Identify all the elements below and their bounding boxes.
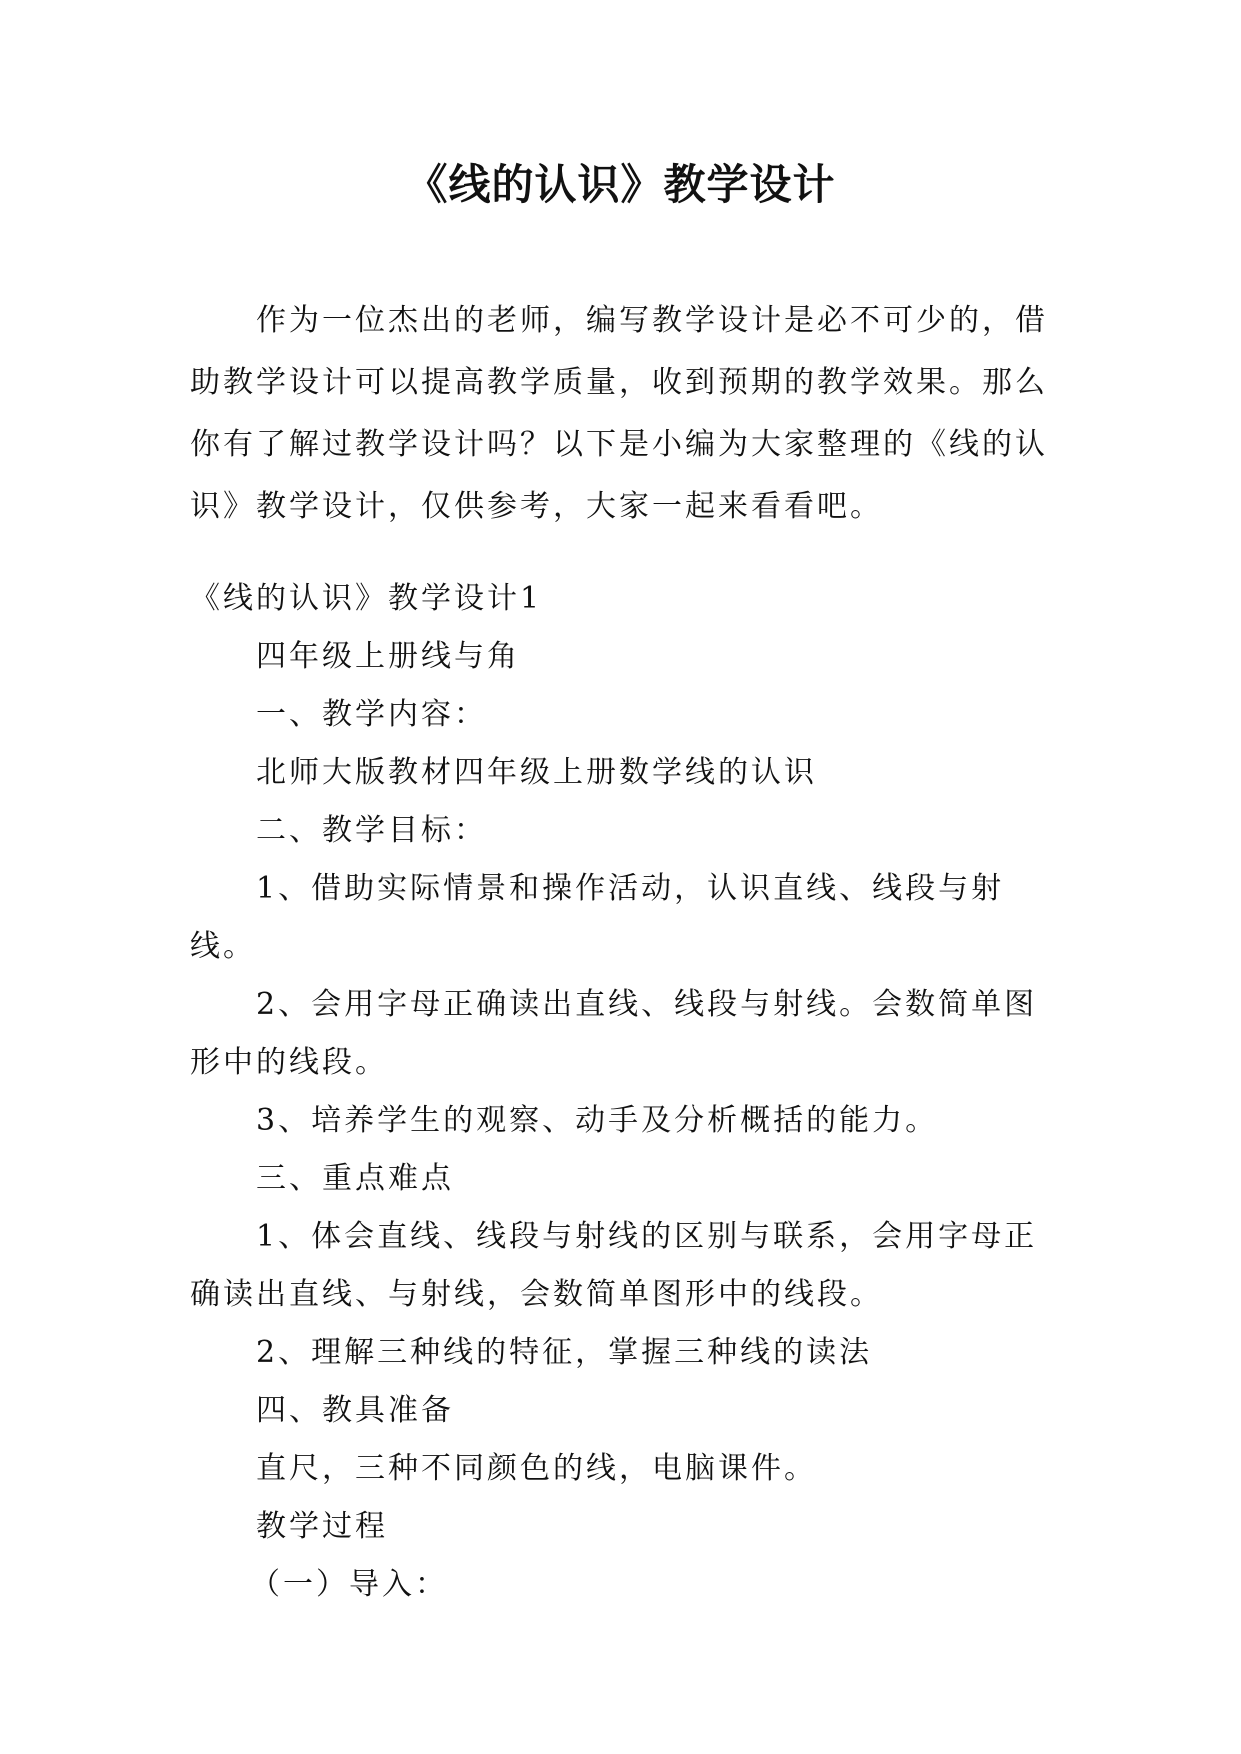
paragraph: 一、教学内容： bbox=[256, 697, 487, 732]
paragraph: 四年级上册线与角 bbox=[256, 639, 520, 674]
section-heading: 《线的认识》教学设计1 bbox=[190, 581, 543, 616]
paragraph: 1、借助实际情景和操作活动，认识直线、线段与射线。 bbox=[190, 871, 1005, 964]
paragraph: （一）导入： bbox=[250, 1567, 448, 1602]
document-title: 《线的认识》教学设计 bbox=[405, 160, 836, 209]
document-body bbox=[190, 570, 1070, 1614]
paragraph: 四、教具准备 bbox=[256, 1393, 454, 1428]
paragraph: 2、理解三种线的特征，掌握三种线的读法 bbox=[256, 1335, 873, 1370]
intro-paragraph: 作为一位杰出的老师，编写教学设计是必不可少的，借助教学设计可以提高教学质量，收到预期的教学效果。那么你有了解过教学设计吗？以下是小编为大家整理的《线的认识》教学设计，仅供参考，大家一起来看看吧。 bbox=[190, 303, 1048, 524]
paragraph: 教学过程 bbox=[256, 1509, 388, 1544]
paragraph: 北师大版教材四年级上册数学线的认识 bbox=[256, 755, 817, 790]
paragraph: 1、体会直线、线段与射线的区别与联系，会用字母正确读出直线、与射线，会数简单图形中的线段。 bbox=[190, 1219, 1038, 1312]
paragraph: 三、重点难点 bbox=[256, 1161, 454, 1196]
paragraph: 3、培养学生的观察、动手及分析概括的能力。 bbox=[256, 1103, 939, 1138]
paragraph: 直尺，三种不同颜色的线，电脑课件。 bbox=[256, 1451, 817, 1486]
paragraph: 2、会用字母正确读出直线、线段与射线。会数简单图形中的线段。 bbox=[190, 987, 1038, 1080]
paragraph: 二、教学目标： bbox=[256, 813, 487, 848]
